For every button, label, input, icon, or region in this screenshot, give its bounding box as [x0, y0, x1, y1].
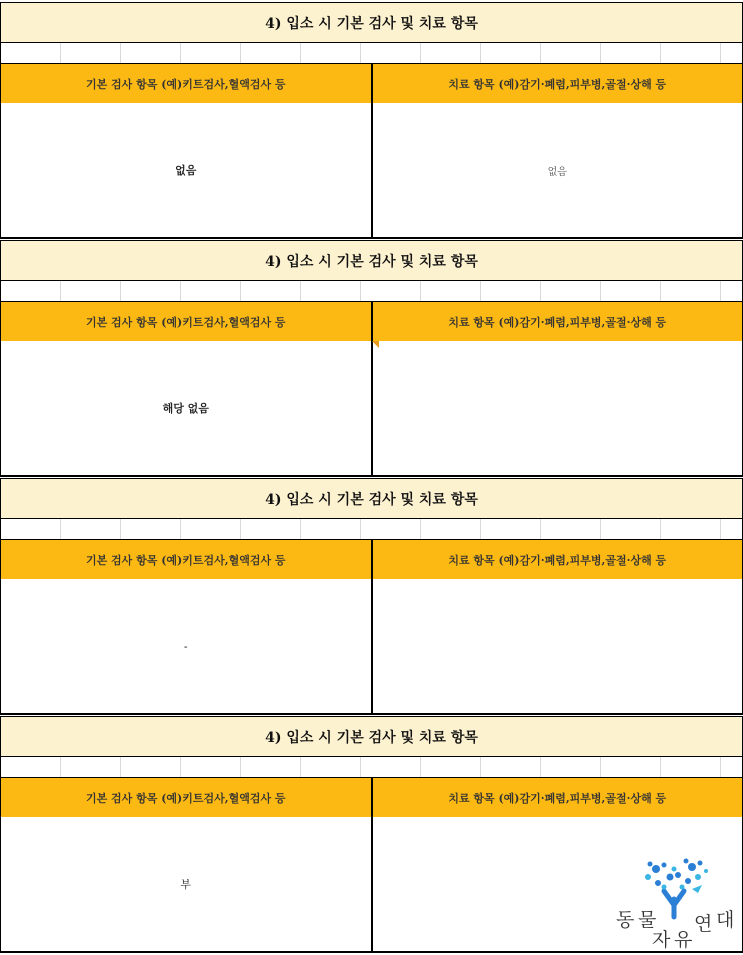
treatment-header: 치료 항목 (예)감기·폐렴,피부병,골절·상해 등 — [371, 540, 743, 579]
basic-test-header: 기본 검사 항목 (예)키트검사,혈액검사 등 — [1, 540, 371, 579]
section-2 — [0, 240, 743, 478]
treatment-value — [371, 341, 743, 475]
logo-char: 연 — [694, 913, 713, 935]
value-row — [0, 103, 743, 239]
logo-char: 대 — [716, 909, 735, 931]
logo-char: 동 — [616, 909, 635, 931]
logo-char: 유 — [674, 929, 693, 951]
basic-test-value: 없음 — [175, 164, 197, 177]
spacer-row — [0, 519, 743, 539]
treatment-header: 치료 항목 (예)감기·폐렴,피부병,골절·상해 등 — [371, 64, 743, 103]
value-row — [0, 341, 743, 477]
spacer-row — [0, 43, 743, 63]
basic-test-header: 기본 검사 항목 (예)키트검사,혈액검사 등 — [1, 64, 371, 103]
treatment-header: 치료 항목 (예)감기·폐렴,피부병,골절·상해 등 — [371, 778, 743, 817]
section-title: 4) 입소 시 기본 검사 및 치료 항목 — [0, 716, 743, 757]
spacer-row — [0, 757, 743, 777]
treatment-value: 없음 — [371, 103, 743, 237]
logo-char: 자 — [652, 929, 671, 951]
header-row — [0, 301, 743, 342]
basic-test-value: 해당 없음 — [162, 402, 209, 415]
section-3 — [0, 478, 743, 716]
value-row — [0, 579, 743, 715]
basic-test-value: - — [183, 639, 188, 653]
spacer-row — [0, 281, 743, 301]
section-title: 4) 입소 시 기본 검사 및 치료 항목 — [0, 2, 743, 43]
basic-test-header: 기본 검사 항목 (예)키트검사,혈액검사 등 — [1, 302, 371, 341]
cell-comment-marker — [372, 341, 379, 348]
basic-test-header: 기본 검사 항목 (예)키트검사,혈액검사 등 — [1, 778, 371, 817]
section-title: 4) 입소 시 기본 검사 및 치료 항목 — [0, 240, 743, 281]
organization-logo — [612, 855, 738, 950]
header-row — [0, 539, 743, 580]
treatment-header: 치료 항목 (예)감기·폐렴,피부병,골절·상해 등 — [371, 302, 743, 341]
logo-char: 물 — [638, 909, 657, 931]
header-row — [0, 777, 743, 818]
basic-test-value: 부 — [180, 878, 192, 891]
header-row — [0, 63, 743, 104]
treatment-value — [371, 579, 743, 713]
section-1 — [0, 2, 743, 240]
section-title: 4) 입소 시 기본 검사 및 치료 항목 — [0, 478, 743, 519]
